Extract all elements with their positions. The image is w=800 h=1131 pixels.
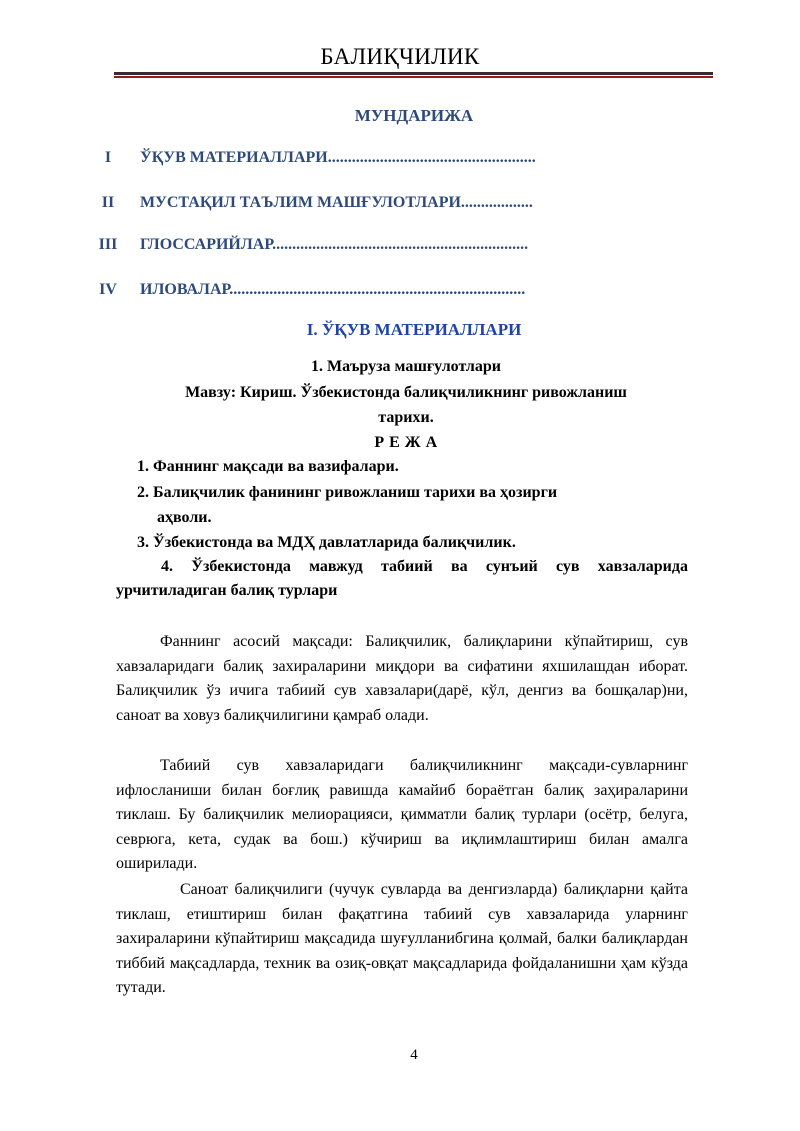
body-paragraph: Саноат балиқчилиги (чучук сувларда ва денгизларда) балиқларни қайта тиклаш, етиштириш билан фақатгина табиий сув хавзаларида уларнинг захираларини кўпайтириш мақсадида шуғулланибгина қолмай, балки балиқлардан тиббий мақсадларда, техник ва озиқ-овқат мақсадларида фойдаланишни ҳам кўзда тутади. [116, 881, 688, 996]
body-paragraph: Фаннинг асосий мақсади: Балиқчилик, балиқларини кўпайтириш, сув хавзаларидаги балиқ захираларини миқдори ва сифатини яхшилашдан иборат. Балиқчилик ўз ичига табиий сув хавзалари(дарё, кўл, денгиз ва бошқалар)ни, саноат ва ховуз балиқчилигини қамраб олади. [116, 633, 688, 724]
running-header: БАЛИҚЧИЛИК [320, 44, 480, 69]
toc-item-text: МУСТАҚИЛ ТАЪЛИМ МАШҒУЛОТЛАРИ.................. [140, 194, 533, 211]
toc-item-text: ИЛОВАЛАР.......................................................................... [140, 281, 526, 298]
plan-item: 3. Ўзбекистонда ва МДҲ давлатларида балиқчилик. [137, 534, 516, 551]
plan-title: Р Е Ж А [374, 434, 438, 451]
toc-item-text: ГЛОССАРИЙЛАР................................................................ [140, 236, 529, 253]
topic-line: тарихи. [378, 409, 434, 426]
toc-item-number: I [104, 149, 112, 166]
plan-item: 4. Ўзбекистонда мавжуд табиий ва сунъий сув хавзаларида [161, 558, 688, 575]
header-rule-red [114, 76, 713, 78]
toc-item-text: ЎҚУВ МАТЕРИАЛЛАРИ.................................................... [140, 149, 536, 166]
page-number: 4 [410, 1047, 418, 1063]
lecture-heading: 1. Маъруза машғулотлари [310, 358, 502, 375]
body-paragraph: Табиий сув хавзаларидаги балиқчиликнинг мақсади-сувларнинг ифлосланиши билан боғлиқ равишда камайиб бораётган балиқ заҳираларини тиклаш. Бу балиқчилик мелиорацияси, қимматли балиқ турлари (осётр, белуга, севрюга, кета, судак ва бош.) кўчириш ва иқлимлаштириш билан амалга оширилади. [116, 757, 688, 872]
plan-item: урчитиладиган балиқ турлари [116, 582, 338, 599]
plan-item: 2. Балиқчилик фанининг ривожланиш тарихи ва ҳозирги [137, 484, 558, 501]
topic-line: Мавзу: Кириш. Ўзбекистонда балиқчиликнинг ривожланиш [185, 384, 627, 401]
section-title: I. ЎҚУВ МАТЕРИАЛЛАРИ [306, 320, 522, 339]
plan-item: аҳволи. [157, 509, 212, 526]
toc-item-number: IV [99, 281, 117, 298]
toc-title: МУНДАРИЖА [354, 106, 474, 125]
toc-item-number: III [98, 236, 118, 253]
toc-item-number: II [101, 194, 115, 211]
plan-item: 1. Фаннинг мақсади ва вазифалари. [137, 458, 399, 475]
header-rule-dark [114, 72, 713, 75]
